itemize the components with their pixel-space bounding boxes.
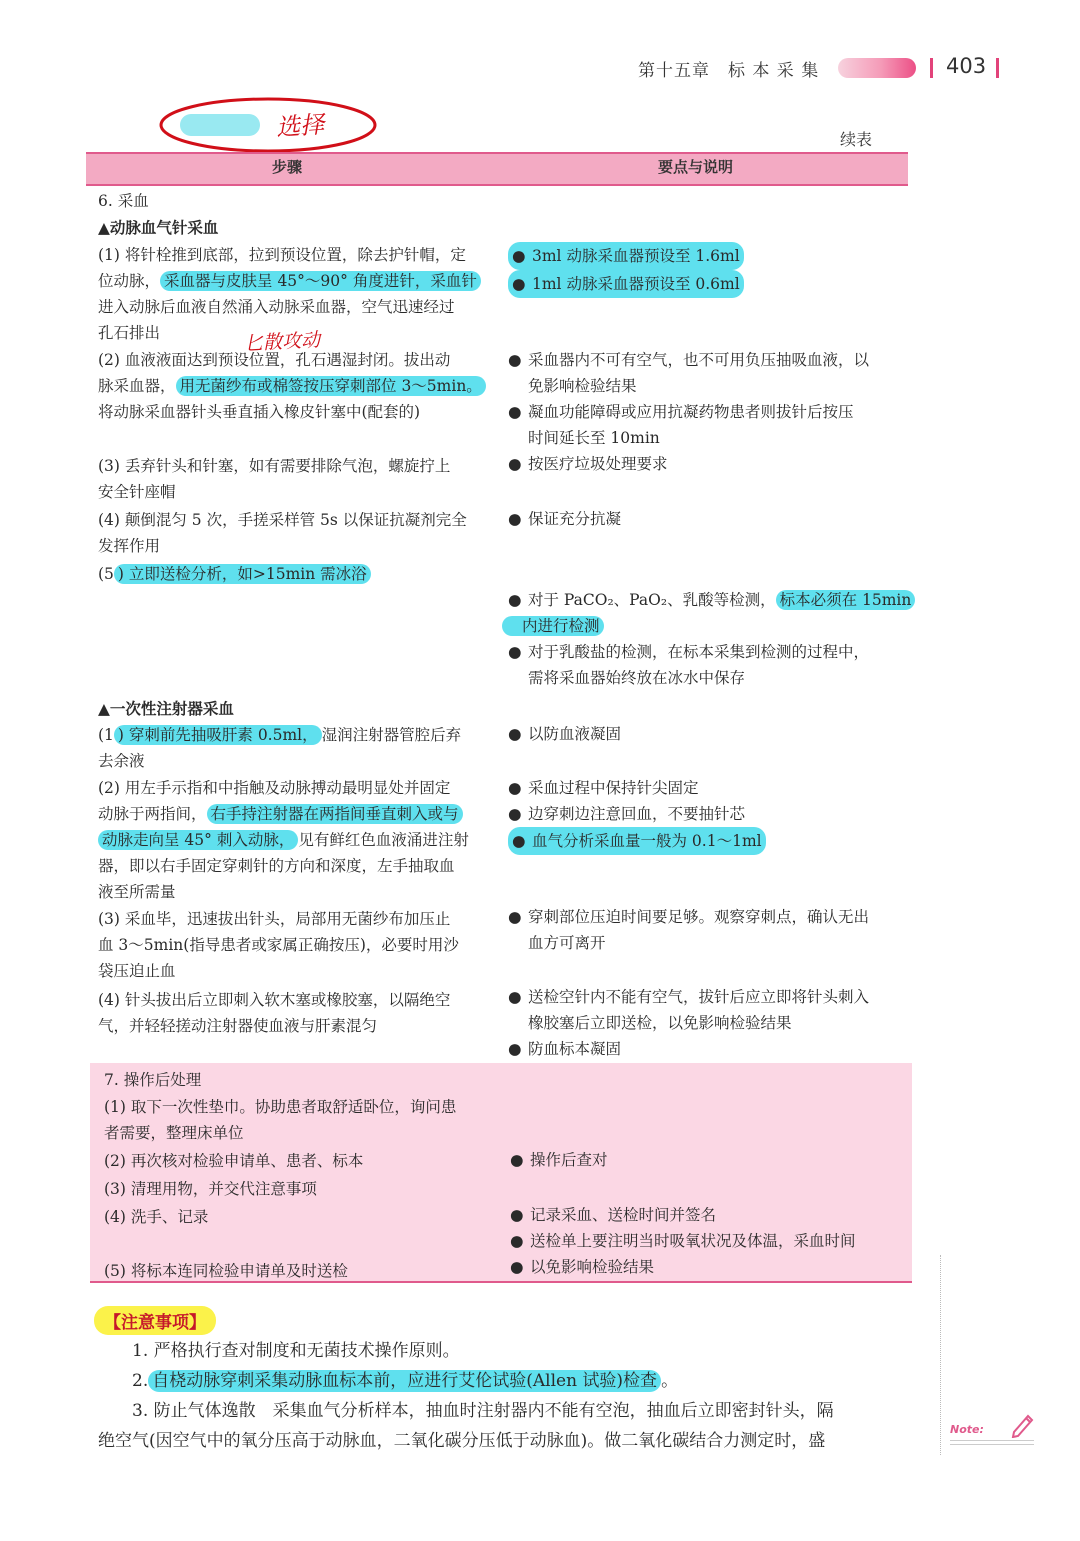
note-paragraph: 3. 防止气体逸散 采集血气分析样本，抽血时注射器内不能有空泡，抽血后立即密封针头，隔 xyxy=(132,1401,834,1421)
subsection-title: ▲动脉血气针采血 xyxy=(98,219,219,237)
highlight: 用无菌纱布或棉签按压穿刺部位 3～5min。 xyxy=(176,376,486,396)
note-text: ● 以防血液凝固 xyxy=(508,725,622,743)
handwritten-note: 选择 xyxy=(275,110,326,142)
step-text: (4) 颠倒混匀 5 次，手搓采样管 5s 以保证抗凝剂完全 发挥作用 xyxy=(98,511,467,555)
chapter-title: 第十五章 标 本 采 集 xyxy=(638,61,820,81)
step-text: (3) 丢弃针头和针塞，如有需要排除气泡，螺旋拧上 安全针座帽 xyxy=(98,457,451,501)
highlight: ) 穿刺前先抽吸肝素 0.5ml， xyxy=(114,725,322,745)
column-header-notes: 要点与说明 xyxy=(658,158,734,176)
highlight: 采血器与皮肤呈 45°～90° 角度进针，采血针 xyxy=(160,271,481,291)
divider xyxy=(930,58,933,78)
chapter-color-bar xyxy=(838,58,916,78)
subsection-title: ▲一次性注射器采血 xyxy=(98,700,234,718)
section-title: 7. 操作后处理 xyxy=(104,1071,202,1089)
step-text: (1) 将针栓推到底部，拉到预设位置，除去护针帽，定 位动脉， 采血器与皮肤呈 45°～90° 角度进针，采血针 进入动脉后血液自然涌入动脉采血器，空气迅速经过 孔石排出 xyxy=(98,242,481,346)
highlight: 自桡动脉穿刺采集动脉血标本前，应进行艾伦试验(Allen 试验)检查 xyxy=(148,1370,661,1392)
step-text: (5) 将标本连同检验申请单及时送检 xyxy=(104,1262,348,1280)
step-text: (3) 采血毕，迅速拔出针头，局部用无菌纱布加压止 血 3～5min(指导患者或家属正确按压)，必要时用沙 袋压迫止血 xyxy=(98,910,459,980)
pencil-icon xyxy=(1008,1410,1036,1438)
note-line xyxy=(950,1440,1034,1445)
note-paragraph: 2. 自桡动脉穿刺采集动脉血标本前，应进行艾伦试验(Allen 试验)检查 。 xyxy=(132,1371,679,1391)
note-label: Note: xyxy=(950,1423,984,1436)
step-text: (5 ) 立即送检分析，如>15min 需冰浴 xyxy=(98,561,371,587)
step-text: (2) 血液液面达到预设位置，孔石遇湿封闭。拔出动 脉采血器， 用无菌纱布或棉签按压穿刺部位 3～5min。 将动脉采血器针头垂直插入橡皮针塞中(配套的) xyxy=(98,347,486,425)
continued-label: 续表 xyxy=(840,130,873,149)
note-text: ● 采血器内不可有空气，也不可用负压抽吸血液，以 免影响检验结果 ● 凝血功能障碍或应用抗凝药物患者则拔针后按压 时间延长至 10min xyxy=(508,351,870,447)
note-text: ● 记录采血、送检时间并签名 ● 送检单上要注明当时吸氧状况及体温，采血时间 ● 以免影响检验结果 xyxy=(510,1206,856,1276)
note-text: ● 按医疗垃圾处理要求 xyxy=(508,455,668,473)
note-text: ● 操作后查对 xyxy=(510,1151,608,1169)
note-text: ● 穿刺部位压迫时间要足够。观察穿刺点，确认无出 血方可离开 xyxy=(508,908,870,952)
step-text: (1) 取下一次性垫巾。协助患者取舒适卧位，询问患 者需要，整理床单位 (2) 再次核对检验申请单、患者、标本 (3) 清理用物，并交代注意事项 (4) 洗手、记录 xyxy=(104,1098,457,1226)
step-text: (2) 用左手示指和中指触及动脉搏动最明显处并固定 动脉于两指间， 右手持注射器在两指间垂直刺入或与 动脉走向呈 45° 刺入动脉， 见有鲜红色血液涌进注射 器，即以右手固定穿刺针的方向和深度，左手抽取血 液至所需量 xyxy=(98,779,469,901)
highlight: 右手持注射器在两指间垂直刺入或与 xyxy=(207,804,463,824)
highlight: 内进行检测 xyxy=(502,616,604,636)
table-header xyxy=(86,152,908,186)
highlight: ) 立即送检分析，如>15min 需冰浴 xyxy=(114,564,371,584)
column-header-step: 步骤 xyxy=(272,158,303,176)
highlight: 动脉走向呈 45° 刺入动脉， xyxy=(98,830,298,850)
note-paragraph: 1. 严格执行查对制度和无菌技术操作原则。 xyxy=(132,1341,460,1361)
note-paragraph: 绝空气(因空气中的氧分压高于动脉血，二氧化碳分压低于动脉血)。做二氧化碳结合力测定时，盛 xyxy=(98,1431,826,1451)
margin-divider xyxy=(940,1255,942,1455)
divider xyxy=(996,58,999,78)
step-text: (1 ) 穿刺前先抽吸肝素 0.5ml， 湿润注射器管腔后弃 去余液 xyxy=(98,726,462,770)
note-text: ● 保证充分抗凝 xyxy=(508,510,622,528)
note-text: ● 对于 PaCO₂、PaO₂、乳酸等检测， 标本必须在 15min 内进行检测 ● 对于乳酸盐的检测，在标本采集到检测的过程中， 需将采血器始终放在冰水中保存 xyxy=(508,587,915,691)
note-text: ● 送检空针内不能有空气，拔针后应立即将针头刺入 橡胶塞后立即送检，以免影响检验结果 ● 防血标本凝固 xyxy=(508,988,870,1058)
handwritten-circle xyxy=(158,96,378,154)
notes-heading: 【注意事项】 xyxy=(94,1306,216,1335)
highlight: 标本必须在 15min xyxy=(776,590,916,610)
handwritten-note: 匕散攻动 xyxy=(243,329,321,355)
step-text: (4) 针头拔出后立即刺入软木塞或橡胶塞，以隔绝空 气，并轻轻搓动注射器使血液与肝素混匀 xyxy=(98,991,451,1035)
page-number: 403 xyxy=(946,54,987,78)
note-text: ● 采血过程中保持针尖固定 ● 边穿刺边注意回血，不要抽针芯 ● 血气分析采血量一般为 0.1～1ml xyxy=(508,775,766,855)
section-title: 6. 采血 xyxy=(98,192,149,210)
note-text: ● 3ml 动脉采血器预设至 1.6ml ● 1ml 动脉采血器预设至 0.6ml xyxy=(508,242,744,298)
